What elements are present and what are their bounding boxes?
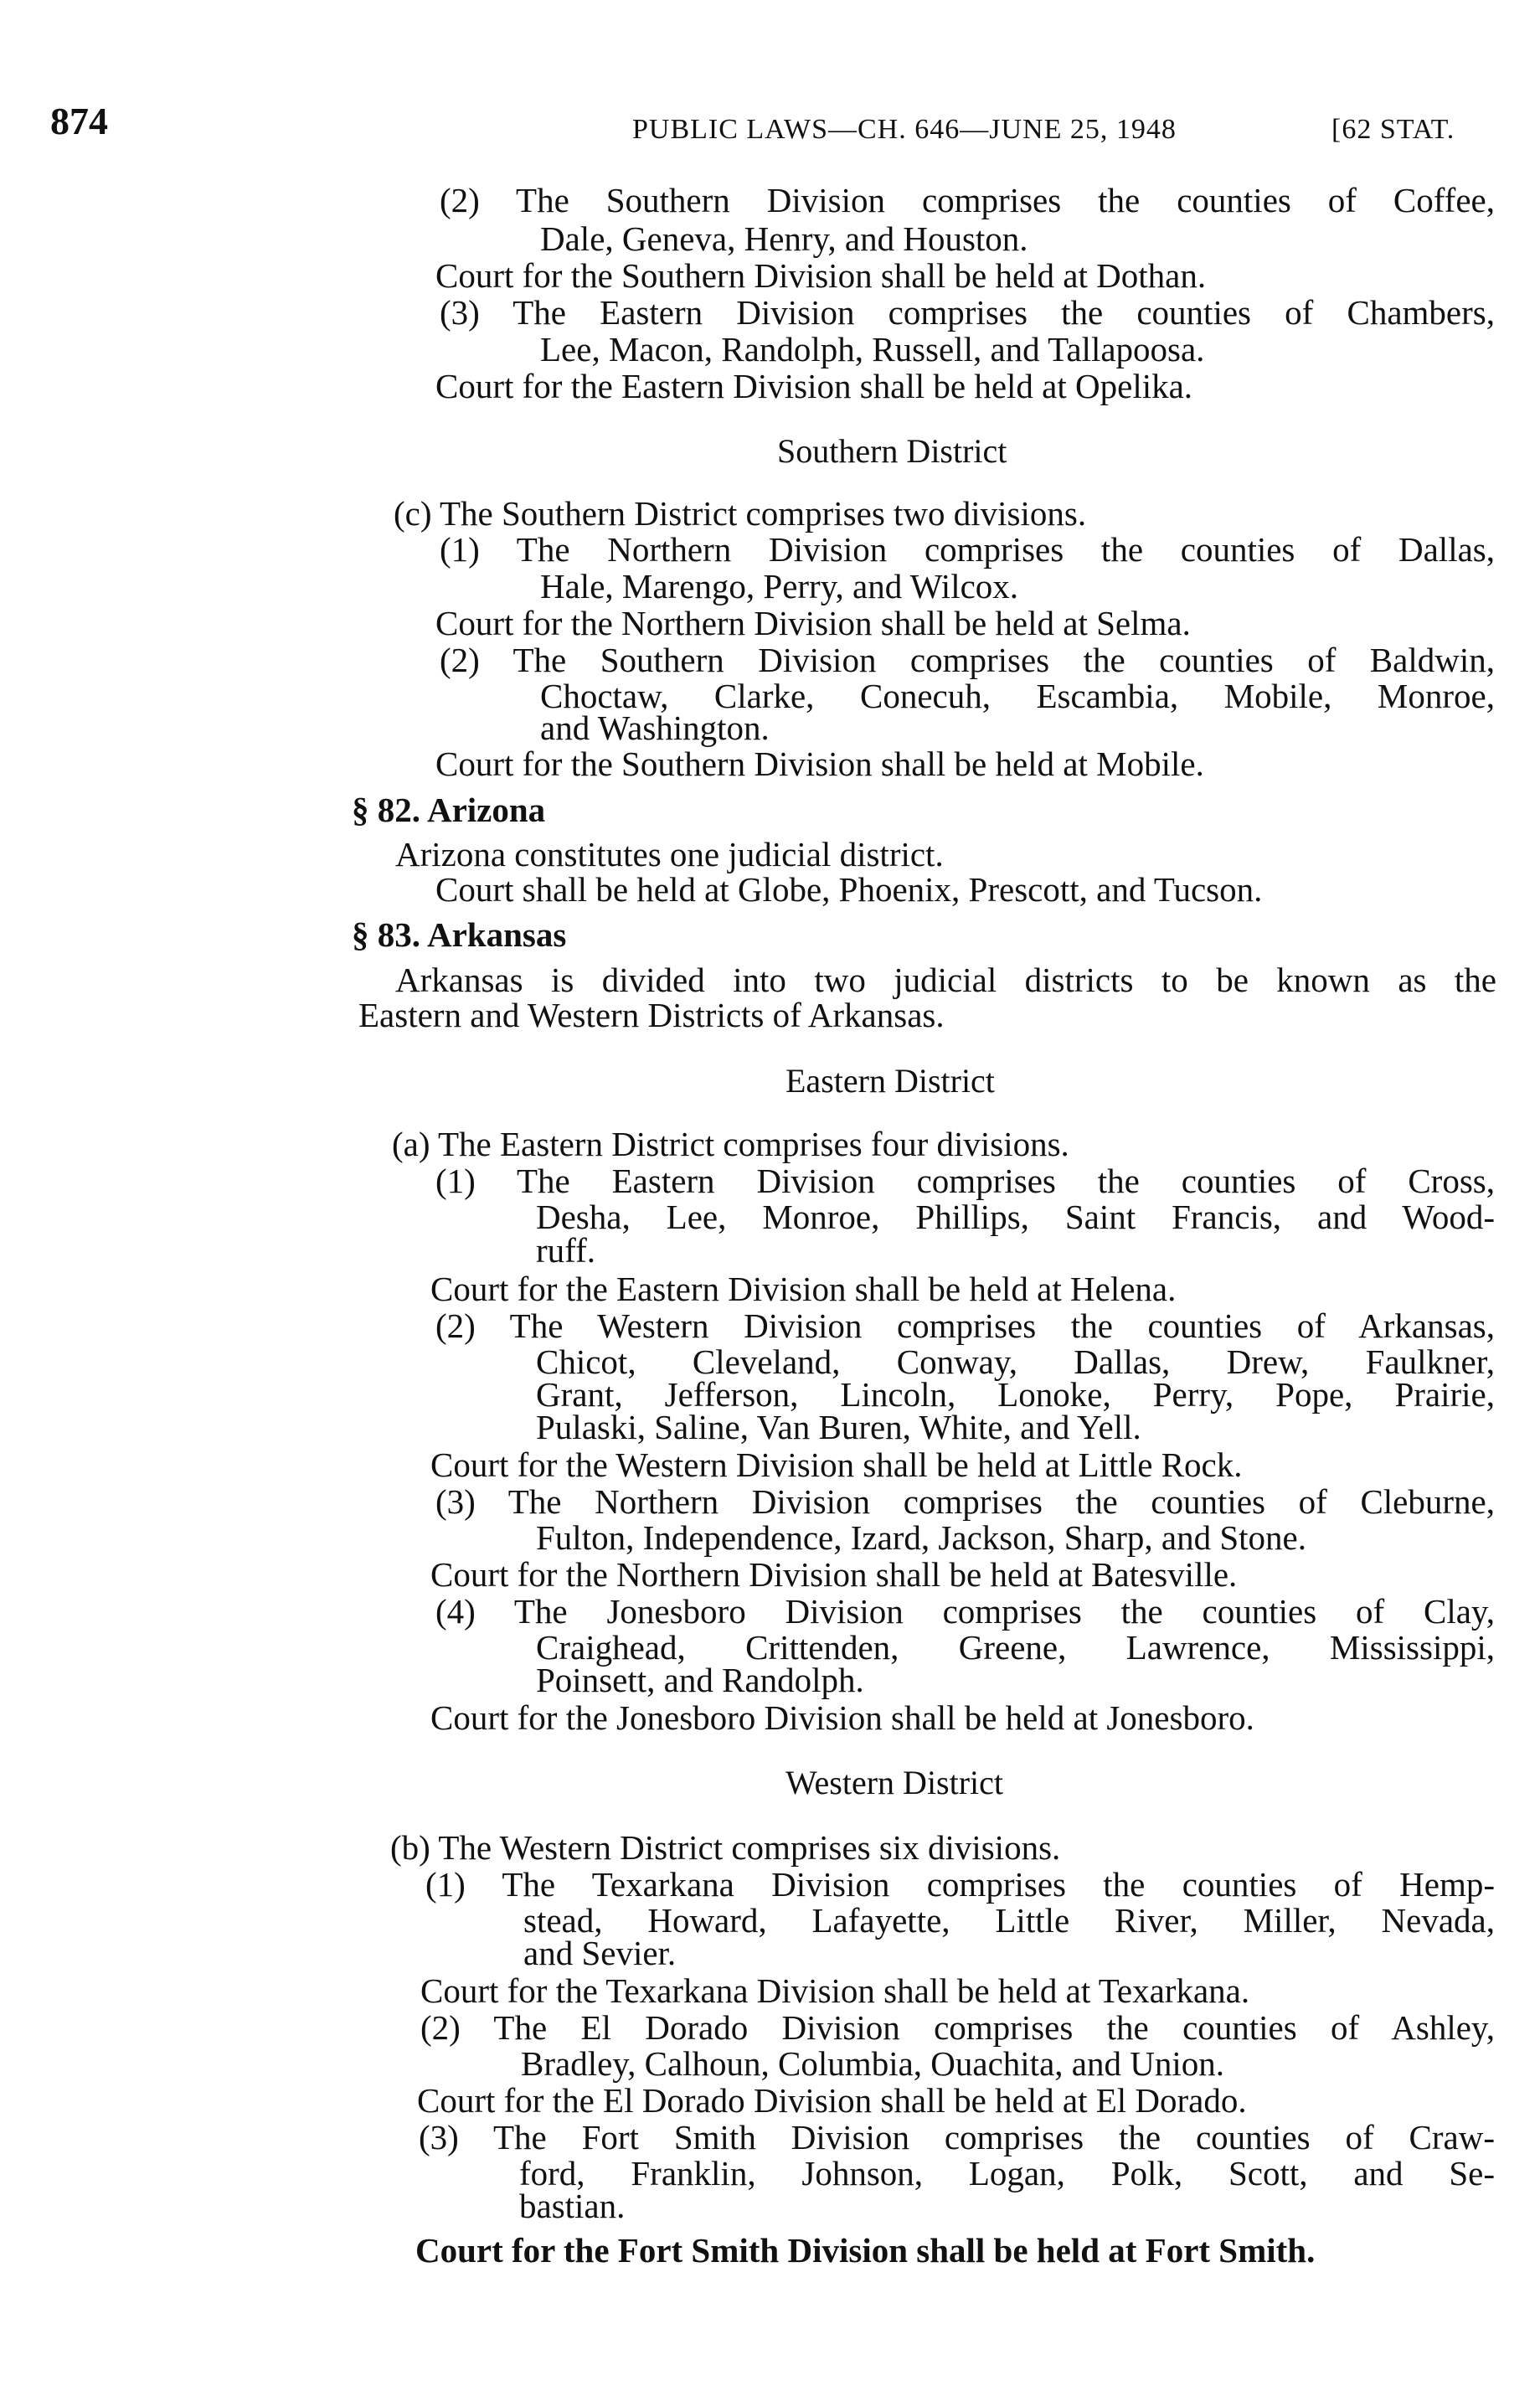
text-line: (4) The Jonesboro Division comprises the counties of Clay, (435, 1592, 1495, 1631)
text-line: ruff. (536, 1231, 595, 1270)
text-line: Craighead, Crittenden, Greene, Lawrence, Mississippi, (536, 1628, 1495, 1667)
text-line: (b) The Western District comprises six divisions. (390, 1828, 1061, 1867)
text-line: Court for the El Dorado Division shall be held at El Dorado. (417, 2081, 1247, 2120)
text-line: (3) The Northern Division comprises the counties of Cleburne, (435, 1482, 1495, 1521)
text-line: and Sevier. (523, 1934, 677, 1972)
text-line: Pulaski, Saline, Van Buren, White, and Yell. (536, 1408, 1141, 1446)
text-line: (3) The Fort Smith Division comprises the counties of Craw- (419, 2118, 1495, 2156)
text-line: Grant, Jefferson, Lincoln, Lonoke, Perry, Pope, Prairie, (536, 1375, 1495, 1414)
text-line: Court for the Eastern Division shall be held at Helena. (430, 1270, 1177, 1308)
text-line: Choctaw, Clarke, Conecuh, Escambia, Mobile, Monroe, (540, 677, 1495, 715)
text-line: (2) The Southern Division comprises the counties of Coffee, (440, 181, 1495, 219)
text-line: Court for the Texarkana Division shall be held at Texarkana. (420, 1971, 1250, 2010)
text-line: (a) The Eastern District comprises four divisions. (392, 1125, 1069, 1163)
text-line: Court for the Eastern Division shall be held at Opelika. (435, 367, 1193, 405)
text-line: Court for the Southern Division shall be held at Dothan. (435, 256, 1207, 295)
text-line: bastian. (519, 2187, 626, 2225)
text-line: Court for the Jonesboro Division shall be held at Jonesboro. (430, 1698, 1254, 1737)
text-line: Arkansas is divided into two judicial districts to be known as the (395, 961, 1496, 999)
statute-reference: [62 STAT. (1331, 114, 1455, 145)
text-line: Lee, Macon, Randolph, Russell, and Tallapoosa. (540, 330, 1205, 368)
text-line: (1) The Northern Division comprises the counties of Dallas, (440, 530, 1495, 569)
text-line: ford, Franklin, Johnson, Logan, Polk, Scott, and Se- (519, 2154, 1495, 2192)
text-line: (2) The El Dorado Division comprises the counties of Ashley, (420, 2008, 1495, 2047)
text-line: Court shall be held at Globe, Phoenix, Prescott, and Tucson. (435, 870, 1263, 909)
text-line: Fulton, Independence, Izard, Jackson, Sharp, and Stone. (536, 1518, 1306, 1557)
district-heading: Western District (785, 1764, 1004, 1801)
text-line: Court for the Northern Division shall be held at Batesville. (430, 1555, 1238, 1594)
district-heading: Southern District (777, 432, 1007, 470)
district-heading: Eastern District (785, 1062, 995, 1100)
text-line: Arizona constitutes one judicial district. (395, 835, 944, 873)
text-line: Chicot, Cleveland, Conway, Dallas, Drew, Faulkner, (536, 1342, 1495, 1381)
text-line: Hale, Marengo, Perry, and Wilcox. (540, 567, 1019, 605)
text-line: (3) The Eastern Division comprises the counties of Chambers, (440, 293, 1495, 332)
text-line: (c) The Southern District comprises two divisions. (394, 494, 1087, 533)
text-line: Desha, Lee, Monroe, Phillips, Saint Francis, and Wood- (536, 1198, 1495, 1236)
text-line: (1) The Eastern Division comprises the counties of Cross, (435, 1162, 1495, 1200)
text-line: Court for the Fort Smith Division shall be held at Fort Smith. (415, 2231, 1316, 2270)
text-line: stead, Howard, Lafayette, Little River, Miller, Nevada, (523, 1901, 1495, 1940)
text-line: Court for the Northern Division shall be held at Selma. (435, 604, 1191, 642)
text-line: (1) The Texarkana Division comprises the counties of Hemp- (425, 1865, 1495, 1904)
text-line: Court for the Southern Division shall be held at Mobile. (435, 745, 1204, 783)
section-heading-arkansas: § 83. Arkansas (352, 915, 567, 954)
text-line: (2) The Southern Division comprises the counties of Baldwin, (440, 641, 1495, 679)
section-heading-arizona: § 82. Arizona (352, 791, 546, 829)
text-line: Bradley, Calhoun, Columbia, Ouachita, and Union. (521, 2044, 1224, 2083)
text-line: Poinsett, and Randolph. (536, 1661, 864, 1699)
text-line: Eastern and Western Districts of Arkansas. (358, 996, 945, 1034)
text-line: Court for the Western Division shall be held at Little Rock. (430, 1445, 1243, 1484)
running-title: PUBLIC LAWS—CH. 646—JUNE 25, 1948 (632, 114, 1177, 145)
text-line: and Washington. (540, 708, 770, 747)
text-line: (2) The Western Division comprises the counties of Arkansas, (435, 1306, 1495, 1345)
page-number: 874 (50, 100, 108, 142)
text-line: Dale, Geneva, Henry, and Houston. (540, 219, 1028, 258)
